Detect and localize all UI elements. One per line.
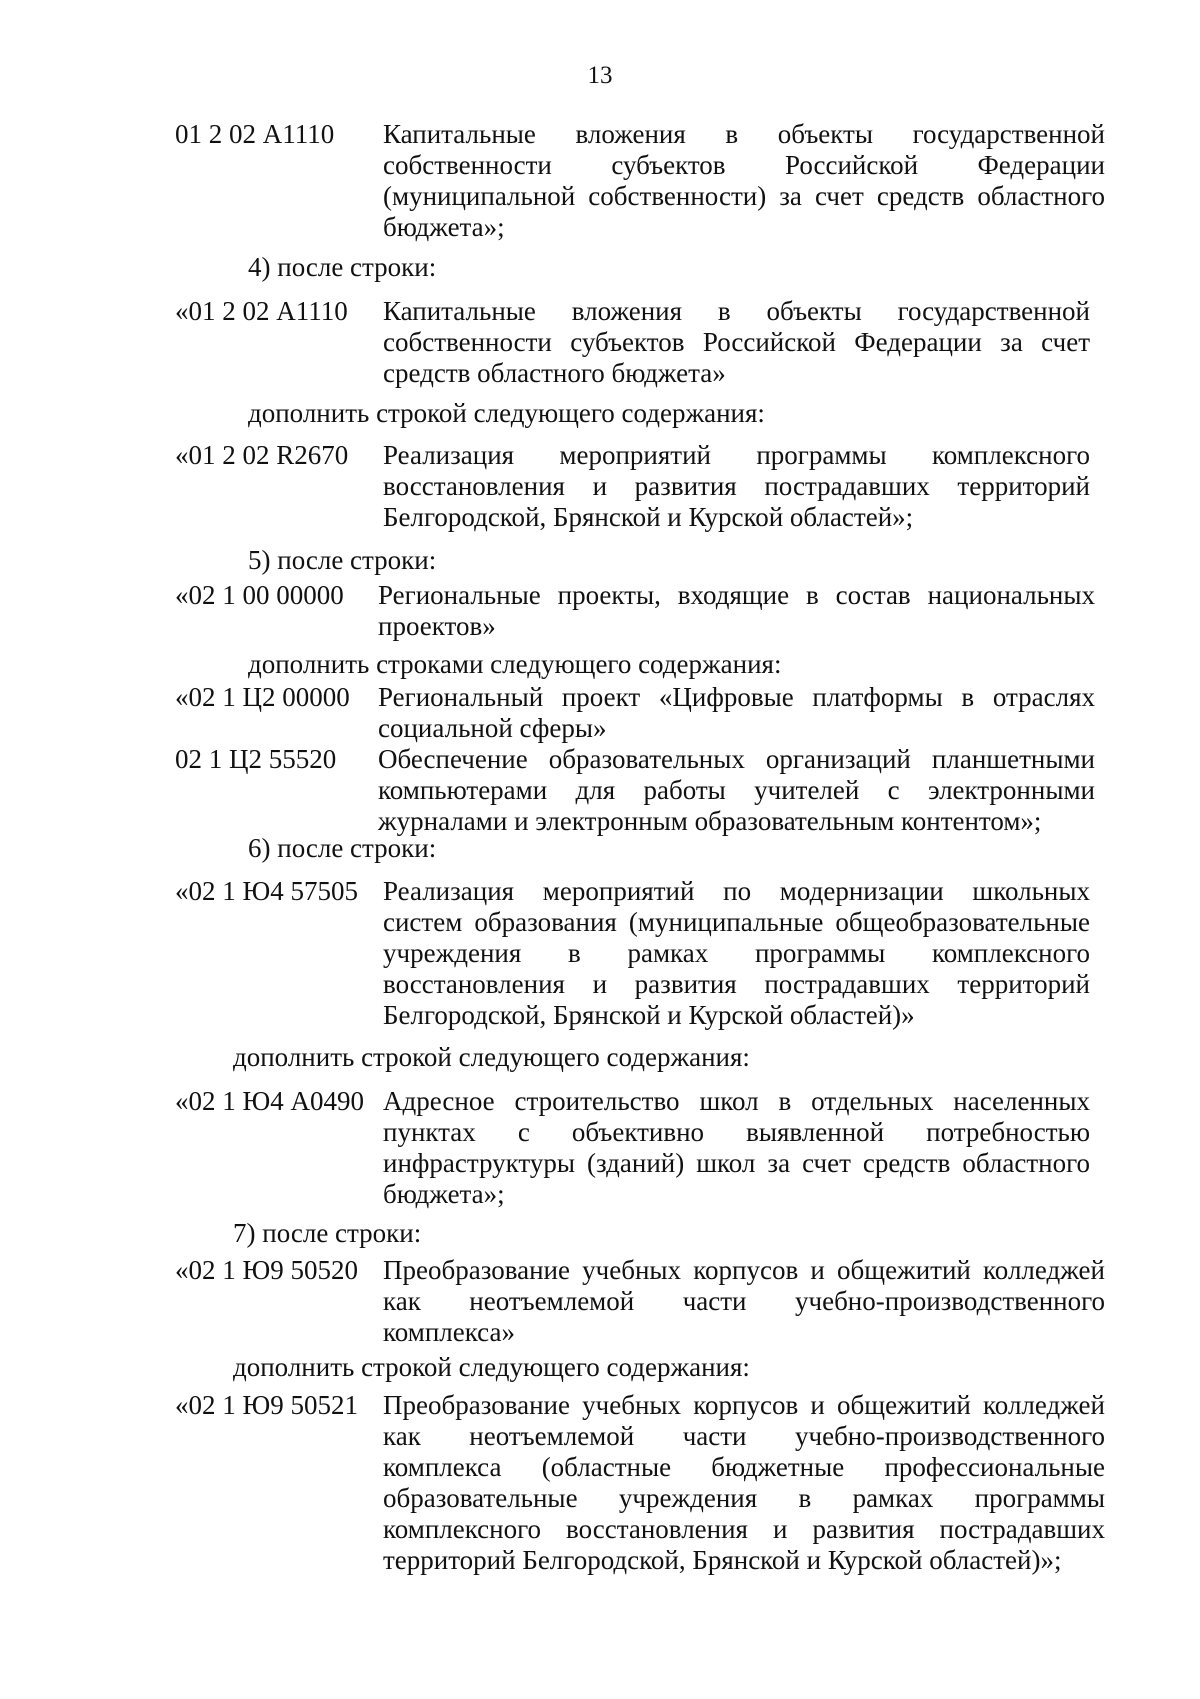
- entry-text-line: Белгородской, Брянской и Курской областей»;: [383, 502, 914, 532]
- entry-text-line: Реализация мероприятий по модернизации школьных: [383, 876, 1090, 906]
- entry-text-line: Преобразование учебных корпусов и общежитий колледжей: [383, 1390, 1105, 1420]
- instruction-text: 6) после строки:: [248, 833, 437, 863]
- entry-text-line: бюджета»;: [383, 1179, 505, 1209]
- instruction-text: дополнить строкой следующего содержания:: [248, 398, 765, 428]
- budget-code: «02 1 Ю4 А0490: [175, 1086, 364, 1116]
- page-number: 13: [587, 62, 613, 89]
- budget-code: «02 1 Ю9 50520: [175, 1255, 359, 1285]
- entry-text-line: Адресное строительство школ в отдельных населенных: [383, 1086, 1090, 1116]
- entry-text: [383, 1255, 1105, 1348]
- entry-text-line: учреждения в рамках программы комплексного: [383, 938, 1090, 968]
- entry-text-line: комплексного восстановления и развития пострадавших: [383, 1514, 1105, 1544]
- entry-text-line: собственности субъектов Российской Федерации за счет: [383, 327, 1090, 357]
- entry-text-line: Обеспечение образовательных организаций планшетными: [378, 744, 1095, 774]
- entry-text: [383, 1086, 1090, 1210]
- entry-text-line: компьютерами для работы учителей с электронными: [378, 775, 1095, 805]
- entry-text-line: Реализация мероприятий программы комплексного: [383, 440, 1090, 470]
- entry-text-line: журналами и электронным образовательным контентом»;: [378, 806, 1042, 836]
- entry-text: [383, 440, 1090, 533]
- entry-text-line: Региональный проект «Цифровые платформы в отраслях: [378, 682, 1095, 712]
- entry-text-line: инфраструктуры (зданий) школ за счет средств областного: [383, 1148, 1090, 1178]
- entry-text-line: бюджета»;: [383, 212, 505, 242]
- entry-text: [383, 1390, 1105, 1576]
- budget-code: «02 1 Ю9 50521: [175, 1390, 359, 1420]
- entry-text-line: проектов»: [378, 611, 496, 641]
- entry-text-line: комплекса (областные бюджетные профессиональные: [383, 1452, 1105, 1482]
- entry-text: [378, 744, 1095, 837]
- budget-code: «02 1 00 00000: [175, 580, 344, 610]
- entry-text-line: собственности субъектов Российской Федерации: [383, 150, 1105, 180]
- entry-text-line: восстановления и развития пострадавших территорий: [383, 969, 1090, 999]
- entry-text-line: Белгородской, Брянской и Курской областей)»: [383, 1000, 915, 1030]
- entry-text-line: Региональные проекты, входящие в состав национальных: [378, 580, 1095, 610]
- instruction-text: 5) после строки:: [248, 545, 437, 575]
- entry-text-line: образовательные учреждения в рамках программы: [383, 1483, 1105, 1513]
- entry-text: [378, 682, 1095, 744]
- entry-text-line: территорий Белгородской, Брянской и Курской областей)»;: [383, 1545, 1062, 1575]
- entry-text-line: комплекса»: [383, 1317, 515, 1347]
- budget-code: «01 2 02 R2670: [175, 440, 349, 470]
- entry-text: [383, 296, 1090, 389]
- entry-text-line: восстановления и развития пострадавших территорий: [383, 471, 1090, 501]
- entry-text-line: Капитальные вложения в объекты государственной: [383, 296, 1090, 326]
- entry-text-line: (муниципальной собственности) за счет средств областного: [383, 181, 1105, 211]
- budget-code: «01 2 02 А1110: [175, 296, 348, 326]
- instruction-text: дополнить строкой следующего содержания:: [233, 1352, 750, 1382]
- budget-code: «02 1 Ю4 57505: [175, 876, 359, 906]
- entry-text: [378, 580, 1095, 642]
- entry-text-line: систем образования (муниципальные общеобразовательные: [383, 907, 1090, 937]
- instruction-text: 7) после строки:: [233, 1218, 422, 1248]
- instruction-text: 4) после строки:: [248, 252, 437, 282]
- entry-text-line: средств областного бюджета»: [383, 358, 726, 388]
- entry-text-line: как неотъемлемой части учебно-производственного: [383, 1286, 1105, 1316]
- entry-text: [383, 876, 1090, 1031]
- instruction-text: дополнить строкой следующего содержания:: [233, 1042, 750, 1072]
- entry-text-line: социальной сферы»: [378, 713, 607, 743]
- entry-text-line: как неотъемлемой части учебно-производственного: [383, 1421, 1105, 1451]
- entry-text-line: пунктах с объективно выявленной потребностью: [383, 1117, 1090, 1147]
- instruction-text: дополнить строками следующего содержания:: [248, 649, 782, 679]
- entry-text-line: Капитальные вложения в объекты государственной: [383, 119, 1105, 149]
- entry-text: [383, 119, 1105, 243]
- entry-text-line: Преобразование учебных корпусов и общежитий колледжей: [383, 1255, 1105, 1285]
- budget-code: «02 1 Ц2 00000: [175, 682, 350, 712]
- budget-code: 01 2 02 А1110: [175, 119, 335, 149]
- budget-code: 02 1 Ц2 55520: [175, 744, 337, 774]
